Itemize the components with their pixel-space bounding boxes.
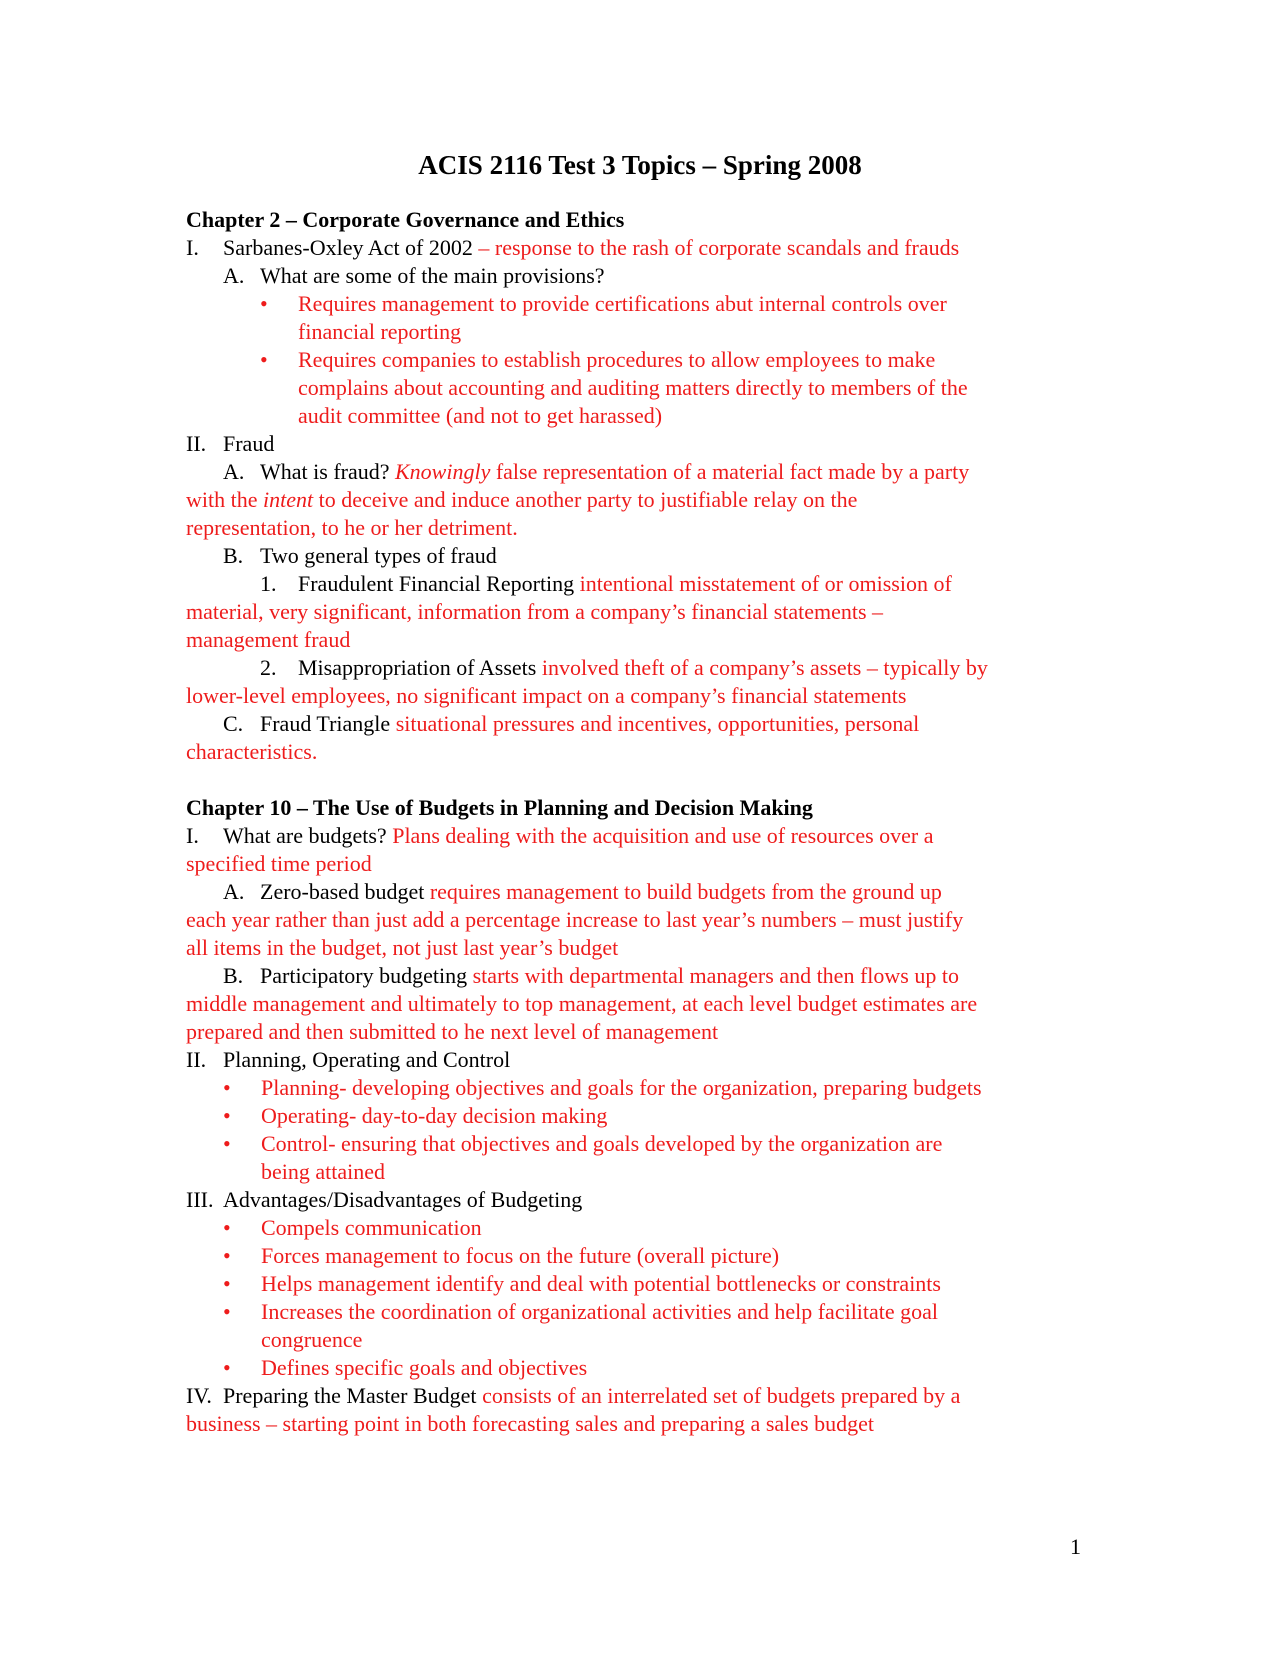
- ch10-ii-bullet-1-text: Planning- developing objectives and goals for the organization, preparing budgets: [261, 1075, 982, 1100]
- bullet-icon: •: [223, 1075, 231, 1100]
- ch10-ii-bullet-2-text: Operating- day-to-day decision making: [261, 1103, 608, 1128]
- ch10-item-iii-text: Advantages/Disadvantages of Budgeting: [223, 1187, 583, 1212]
- bullet-icon: •: [223, 1271, 231, 1296]
- bullet-icon: •: [223, 1131, 231, 1156]
- ch10-iii-bullet-5-text: Defines specific goals and objectives: [261, 1355, 588, 1380]
- ch2-item-iib-label: B.: [223, 543, 244, 568]
- ch10-ii-bullet-3: [223, 1130, 942, 1158]
- ch2-item-iib2-text: Misappropriation of Assets: [298, 655, 537, 680]
- chapter-10-heading: Chapter 10 – The Use of Budgets in Planning and Decision Making: [186, 795, 813, 820]
- ch10-item-ia-answer: requires management to build budgets from the ground up: [424, 879, 942, 904]
- ch10-item-iv: [223, 1382, 960, 1410]
- ch10-item-i-label: I.: [186, 823, 199, 848]
- ch10-item-i-answer: Plans dealing with the acquisition and use of resources over a: [386, 823, 934, 848]
- ch10-item-ii-label: II.: [186, 1047, 207, 1072]
- ch10-iii-bullet-3-text: Helps management identify and deal with potential bottlenecks or constraints: [261, 1271, 941, 1296]
- ch2-bullet-2: [260, 346, 935, 374]
- bullet-icon: •: [223, 1243, 231, 1268]
- ch2-item-iia-line-2-emphasis: intent: [263, 487, 314, 512]
- ch10-iii-bullet-4: [223, 1298, 938, 1326]
- ch2-item-iib1-text: Fraudulent Financial Reporting: [298, 571, 575, 596]
- ch10-item-ia: [260, 878, 942, 906]
- ch2-item-iic: [260, 710, 919, 738]
- ch10-item-ii-text: Planning, Operating and Control: [223, 1047, 511, 1072]
- ch10-item-iv-answer: consists of an interrelated set of budgets prepared by a: [476, 1383, 961, 1408]
- ch2-item-iib2: [298, 654, 988, 682]
- ch10-item-iv-label: IV.: [186, 1383, 212, 1408]
- ch2-item-iia-line-3: representation, to he or her detriment.: [186, 515, 518, 540]
- ch10-iii-bullet-4-line-1: Increases the coordination of organizational activities and help facilitate goal: [261, 1299, 939, 1324]
- ch2-item-iib1-label: 1.: [260, 571, 277, 596]
- ch10-item-iii-label: III.: [186, 1187, 214, 1212]
- ch2-bullet-2-line-2: complains about accounting and auditing matters directly to members of the: [298, 375, 968, 400]
- chapter-2-heading: Chapter 2 – Corporate Governance and Ethics: [186, 207, 625, 232]
- document-title: ACIS 2116 Test 3 Topics – Spring 2008: [418, 150, 862, 180]
- bullet-icon: •: [223, 1299, 231, 1324]
- ch2-item-iib1: [298, 570, 952, 598]
- ch2-item-iia-text: What is fraud?: [260, 459, 390, 484]
- ch10-item-ia-line-3: all items in the budget, not just last year’s budget: [186, 935, 619, 960]
- ch2-item-iia-line-2b: to deceive and induce another party to justifiable relay on the: [313, 487, 858, 512]
- ch10-item-ia-text: Zero-based budget: [260, 879, 425, 904]
- bullet-icon: •: [260, 347, 268, 372]
- ch10-iii-bullet-4-line-2: congruence: [261, 1327, 363, 1352]
- ch10-ii-bullet-1: [223, 1074, 982, 1102]
- ch2-item-iia-label: A.: [223, 459, 245, 484]
- ch10-item-ib-label: B.: [223, 963, 244, 988]
- ch2-item-iib1-line-3: management fraud: [186, 627, 351, 652]
- ch2-item-iic-line-2: characteristics.: [186, 739, 318, 764]
- ch10-item-ib: [260, 962, 959, 990]
- ch2-item-iib1-answer: intentional misstatement of or omission of: [574, 571, 952, 596]
- bullet-icon: •: [223, 1103, 231, 1128]
- bullet-icon: •: [223, 1355, 231, 1380]
- ch10-iii-bullet-3: [223, 1270, 941, 1298]
- ch2-bullet-1-line-2: financial reporting: [298, 319, 462, 344]
- ch2-item-iib1-line-2: material, very significant, information from a company’s financial statements –: [186, 599, 884, 624]
- ch10-iii-bullet-1-text: Compels communication: [261, 1215, 482, 1240]
- ch10-item-iv-line-2: business – starting point in both forecasting sales and preparing a sales budget: [186, 1411, 874, 1436]
- ch10-item-i-line-2: specified time period: [186, 851, 372, 876]
- ch2-item-iic-label: C.: [223, 711, 244, 736]
- bullet-icon: •: [223, 1215, 231, 1240]
- ch2-item-iia: [260, 458, 969, 486]
- ch2-item-ii-text: Fraud: [223, 431, 275, 456]
- ch10-item-ia-label: A.: [223, 879, 245, 904]
- ch10-iii-bullet-1: [223, 1214, 482, 1242]
- ch2-bullet-1: [260, 290, 947, 318]
- ch2-item-ii-label: II.: [186, 431, 207, 456]
- ch2-item-ia-text: What are some of the main provisions?: [260, 263, 605, 288]
- ch2-item-i-label: I.: [186, 235, 199, 260]
- page-number: 1: [1070, 1534, 1081, 1559]
- ch10-item-i-text: What are budgets?: [223, 823, 387, 848]
- ch10-ii-bullet-3-line-2: being attained: [261, 1159, 386, 1184]
- ch2-item-i-text: Sarbanes-Oxley Act of 2002: [223, 235, 473, 260]
- ch10-iii-bullet-2: [223, 1242, 779, 1270]
- ch10-item-iv-text: Preparing the Master Budget: [223, 1383, 477, 1408]
- ch2-item-ia-label: A.: [223, 263, 245, 288]
- ch2-item-i-answer: – response to the rash of corporate scandals and frauds: [472, 235, 960, 260]
- ch10-item-ib-line-3: prepared and then submitted to he next level of management: [186, 1019, 719, 1044]
- bullet-icon: •: [260, 291, 268, 316]
- ch2-item-iib2-line-2: lower-level employees, no significant impact on a company’s financial statements: [186, 683, 907, 708]
- ch10-ii-bullet-2: [223, 1102, 607, 1130]
- ch2-item-iia-emphasis: Knowingly: [395, 459, 491, 484]
- ch10-item-ib-text: Participatory budgeting: [260, 963, 468, 988]
- ch2-item-iib2-label: 2.: [260, 655, 277, 680]
- ch10-item-ia-line-2: each year rather than just add a percentage increase to last year’s numbers – must justify: [186, 907, 964, 932]
- ch2-bullet-2-line-3: audit committee (and not to get harassed): [298, 403, 663, 428]
- ch10-ii-bullet-3-line-1: Control- ensuring that objectives and goals developed by the organization are: [261, 1131, 943, 1156]
- ch2-item-iia-line-2: [186, 486, 857, 514]
- ch2-bullet-1-line-1: Requires management to provide certifications abut internal controls over: [298, 291, 947, 316]
- ch2-item-iia-answer: false representation of a material fact made by a party: [490, 459, 970, 484]
- ch2-item-iia-line-2a: with the: [186, 487, 263, 512]
- ch10-iii-bullet-5: [223, 1354, 587, 1382]
- ch2-item-iib2-answer: involved theft of a company’s assets – typically by: [536, 655, 988, 680]
- ch10-item-ib-line-2: middle management and ultimately to top management, at each level budget estimates are: [186, 991, 978, 1016]
- ch10-iii-bullet-2-text: Forces management to focus on the future (overall picture): [261, 1243, 780, 1268]
- ch2-item-iic-text: Fraud Triangle: [260, 711, 391, 736]
- ch2-item-i: [223, 234, 959, 262]
- ch2-item-iib-text: Two general types of fraud: [260, 543, 497, 568]
- ch10-item-i: [223, 822, 934, 850]
- ch2-item-iic-answer: situational pressures and incentives, opportunities, personal: [390, 711, 920, 736]
- ch10-item-ib-answer: starts with departmental managers and then flows up to: [467, 963, 959, 988]
- ch2-bullet-2-line-1: Requires companies to establish procedures to allow employees to make: [298, 347, 936, 372]
